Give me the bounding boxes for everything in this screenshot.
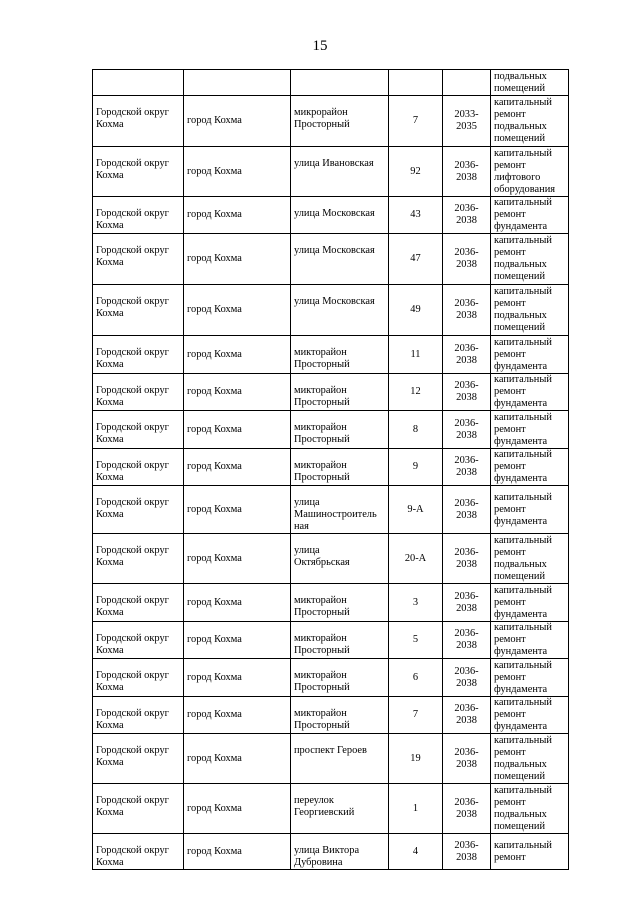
cell-street (291, 697, 389, 734)
cell-street (291, 486, 389, 534)
street-text: микторайон Просторный (294, 670, 350, 693)
house-number-text: 43 (410, 209, 421, 220)
street-text: микторайон Просторный (294, 633, 350, 656)
settlement-text: город Кохма (187, 165, 242, 177)
cell-settlement (184, 374, 291, 411)
table-row (93, 584, 569, 622)
street-text: улица Ивановская (294, 158, 374, 169)
street-text: микторайон Просторный (294, 347, 350, 370)
table-row (93, 697, 569, 734)
cell-work-type (491, 336, 569, 374)
street-text: микторайон Просторный (294, 708, 350, 731)
cell-municipality (93, 234, 184, 285)
cell-period (443, 147, 491, 197)
cell-period (443, 486, 491, 534)
period-text: 2036- 2038 (454, 590, 479, 614)
cell-period (443, 449, 491, 486)
cell-street (291, 70, 389, 96)
work-type-text: капитальный ремонт фундамента (494, 411, 552, 447)
period-text: 2036- 2038 (454, 497, 479, 521)
cell-municipality (93, 449, 184, 486)
cell-street (291, 285, 389, 336)
municipality-text: Городской округ Кохма (96, 107, 169, 130)
cell-settlement (184, 285, 291, 336)
house-number-text: 7 (412, 115, 419, 126)
cell-street (291, 197, 389, 234)
settlement-text: город Кохма (187, 348, 242, 360)
work-type-text: капитальный ремонт (494, 839, 552, 863)
house-number-text: 8 (412, 423, 419, 435)
cell-municipality (93, 784, 184, 834)
period-text: 2036- 2038 (454, 546, 479, 570)
municipality-text: Городской округ Кохма (96, 545, 169, 568)
cell-work-type (491, 834, 569, 870)
cell-period (443, 659, 491, 697)
table-row (93, 449, 569, 486)
cell-work-type (491, 147, 569, 197)
cell-work-type (491, 374, 569, 411)
work-type-text: подвальных помещений (494, 70, 547, 94)
settlement-text: город Кохма (187, 634, 242, 645)
cell-settlement (184, 697, 291, 734)
period-text: 2036- 2038 (454, 455, 479, 478)
table-row (93, 734, 569, 784)
street-text: улица Московская (294, 245, 375, 256)
cell-work-type (491, 734, 569, 784)
table-row (93, 96, 569, 147)
period-text: 2036- 2038 (454, 746, 479, 770)
period-text: 2033- 2035 (454, 109, 479, 132)
work-type-text: капитальный ремонт фундамента (494, 584, 552, 620)
table-row (93, 197, 569, 234)
cell-street (291, 622, 389, 659)
cell-street (291, 449, 389, 486)
table-row (93, 411, 569, 449)
cell-house-number (389, 622, 443, 659)
house-number-text: 3 (412, 596, 419, 608)
period-text: 2036- 2038 (454, 159, 479, 183)
work-type-text: капитальный ремонт фундамента (494, 374, 552, 409)
period-text: 2036- 2038 (454, 703, 479, 726)
cell-house-number (389, 96, 443, 147)
municipality-text: Городской округ Кохма (96, 422, 169, 445)
house-number-text: 9-А (407, 503, 424, 515)
work-type-text: капитальный ремонт фундамента (494, 697, 552, 732)
cell-settlement (184, 411, 291, 449)
settlement-text: город Кохма (187, 209, 242, 220)
cell-settlement (184, 834, 291, 870)
cell-municipality (93, 147, 184, 197)
street-text: микторайон Просторный (294, 422, 350, 445)
cell-street (291, 584, 389, 622)
cell-period (443, 96, 491, 147)
municipality-text: Городской округ Кохма (96, 845, 169, 868)
street-text: микторайон Просторный (294, 385, 350, 408)
cell-period (443, 336, 491, 374)
cell-settlement (184, 534, 291, 584)
cell-settlement (184, 734, 291, 784)
cell-street (291, 336, 389, 374)
cell-municipality (93, 834, 184, 870)
street-text: улица Октябрьская (294, 545, 350, 568)
house-number-text: 49 (410, 304, 421, 315)
cell-house-number (389, 336, 443, 374)
table-row (93, 486, 569, 534)
cell-municipality (93, 486, 184, 534)
cell-house-number (389, 584, 443, 622)
cell-period (443, 70, 491, 96)
municipality-text: Городской округ Кохма (96, 497, 169, 520)
work-type-text: капитальный ремонт фундамента (494, 449, 552, 484)
settlement-text: город Кохма (187, 253, 242, 264)
work-type-text: капитальный ремонт лифтового оборудования (494, 147, 556, 195)
cell-period (443, 834, 491, 870)
cell-work-type (491, 622, 569, 659)
cell-house-number (389, 197, 443, 234)
settlement-text: город Кохма (187, 802, 242, 814)
municipality-text: Городской округ Кохма (96, 595, 169, 618)
table-row (93, 659, 569, 697)
cell-house-number (389, 285, 443, 336)
settlement-text: город Кохма (187, 752, 242, 764)
cell-municipality (93, 584, 184, 622)
cell-street (291, 374, 389, 411)
street-text: улица Виктора Дубровина (294, 845, 360, 868)
cell-municipality (93, 70, 184, 96)
work-type-text: капитальный ремонт фундамента (494, 491, 552, 527)
municipality-text: Городской округ Кохма (96, 385, 169, 408)
period-text: 2036- 2038 (454, 298, 479, 321)
cell-work-type (491, 534, 569, 584)
cell-municipality (93, 411, 184, 449)
page-number: 15 (312, 38, 328, 54)
municipality-text: Городской округ Кохма (96, 296, 169, 319)
cell-work-type (491, 486, 569, 534)
settlement-text: город Кохма (187, 423, 242, 435)
cell-settlement (184, 336, 291, 374)
cell-municipality (93, 96, 184, 147)
house-number-text: 19 (410, 752, 421, 764)
table-body (93, 70, 569, 870)
continuation-row (93, 70, 569, 96)
settlement-text: город Кохма (187, 461, 242, 472)
cell-period (443, 374, 491, 411)
street-text: микторайон Просторный (294, 595, 350, 618)
cell-municipality (93, 197, 184, 234)
cell-settlement (184, 197, 291, 234)
cell-street (291, 784, 389, 834)
cell-house-number (389, 486, 443, 534)
street-text: улица Московская (294, 296, 375, 307)
cell-work-type (491, 697, 569, 734)
street-text: улица Машиностроитель ная (294, 497, 377, 532)
cell-street (291, 834, 389, 870)
cell-settlement (184, 622, 291, 659)
cell-street (291, 234, 389, 285)
work-type-text: капитальный ремонт фундамента (494, 622, 552, 657)
cell-work-type (491, 96, 569, 147)
cell-work-type (491, 197, 569, 234)
house-number-text: 1 (412, 802, 419, 814)
work-type-text: капитальный ремонт подвальных помещений (494, 784, 552, 832)
work-type-text: капитальный ремонт подвальных помещений (494, 534, 552, 582)
cell-house-number (389, 449, 443, 486)
table-row (93, 784, 569, 834)
municipality-text: Городской округ Кохма (96, 245, 169, 268)
cell-work-type (491, 659, 569, 697)
cell-settlement (184, 449, 291, 486)
cell-street (291, 96, 389, 147)
municipality-text: Городской округ Кохма (96, 745, 169, 768)
house-number-text: 5 (412, 634, 419, 645)
settlement-text: город Кохма (187, 596, 242, 608)
cell-period (443, 784, 491, 834)
municipality-text: Городской округ Кохма (96, 158, 169, 181)
house-number-text: 11 (410, 348, 421, 360)
table-row (93, 285, 569, 336)
settlement-text: город Кохма (187, 304, 242, 315)
house-number-text: 6 (412, 671, 419, 683)
cell-house-number (389, 234, 443, 285)
cell-work-type (491, 234, 569, 285)
street-text: проспект Героев (294, 745, 367, 756)
work-type-text: капитальный ремонт фундамента (494, 197, 552, 232)
work-type-text: капитальный ремонт фундамента (494, 659, 552, 695)
cell-house-number (389, 534, 443, 584)
table-row (93, 147, 569, 197)
municipality-text: Городской округ Кохма (96, 795, 169, 818)
house-number-text: 20-А (404, 552, 427, 564)
cell-house-number (389, 784, 443, 834)
table-row (93, 622, 569, 659)
street-text: микрорайон Просторный (294, 107, 350, 130)
municipality-text: Городской округ Кохма (96, 708, 169, 731)
period-text: 2036- 2038 (454, 417, 479, 441)
cell-municipality (93, 734, 184, 784)
house-number-text: 47 (410, 253, 421, 264)
municipality-text: Городской округ Кохма (96, 633, 169, 656)
work-type-text: капитальный ремонт подвальных помещений (494, 286, 552, 333)
cell-work-type (491, 285, 569, 336)
cell-settlement (184, 96, 291, 147)
period-text: 2036- 2038 (454, 628, 479, 651)
work-type-text: капитальный ремонт фундамента (494, 336, 552, 372)
settlement-text: город Кохма (187, 386, 242, 397)
table-row (93, 534, 569, 584)
street-text: микторайон Просторный (294, 460, 350, 483)
table-row (93, 234, 569, 285)
cell-house-number (389, 697, 443, 734)
cell-settlement (184, 234, 291, 285)
period-text: 2036- 2038 (454, 247, 479, 270)
cell-house-number (389, 659, 443, 697)
settlement-text: город Кохма (187, 845, 242, 857)
cell-work-type (491, 70, 569, 96)
house-number-text: 9 (412, 461, 419, 472)
work-type-text: капитальный ремонт подвальных помещений (494, 235, 552, 282)
period-text: 2036- 2038 (454, 342, 479, 366)
cell-period (443, 197, 491, 234)
cell-street (291, 411, 389, 449)
house-number-text: 12 (410, 386, 421, 397)
house-number-text: 7 (412, 709, 419, 720)
cell-settlement (184, 147, 291, 197)
table-row (93, 834, 569, 870)
cell-period (443, 734, 491, 784)
cell-municipality (93, 659, 184, 697)
cell-settlement (184, 784, 291, 834)
cell-municipality (93, 697, 184, 734)
cell-house-number (389, 374, 443, 411)
settlement-text: город Кохма (187, 115, 242, 126)
cell-municipality (93, 534, 184, 584)
cell-house-number (389, 734, 443, 784)
repair-schedule-table (92, 69, 569, 870)
table-row (93, 374, 569, 411)
cell-period (443, 622, 491, 659)
cell-period (443, 534, 491, 584)
street-text: переулок Георгиевский (294, 795, 355, 818)
cell-settlement (184, 659, 291, 697)
municipality-text: Городской округ Кохма (96, 347, 169, 370)
cell-work-type (491, 584, 569, 622)
cell-street (291, 734, 389, 784)
house-number-text: 92 (410, 165, 421, 177)
work-type-text: капитальный ремонт подвальных помещений (494, 734, 552, 782)
cell-street (291, 659, 389, 697)
cell-street (291, 534, 389, 584)
cell-municipality (93, 285, 184, 336)
cell-house-number (389, 411, 443, 449)
settlement-text: город Кохма (187, 552, 242, 564)
cell-house-number (389, 147, 443, 197)
settlement-text: город Кохма (187, 671, 242, 683)
period-text: 2036- 2038 (454, 380, 479, 403)
work-type-text: капитальный ремонт подвальных помещений (494, 97, 552, 144)
cell-house-number (389, 834, 443, 870)
cell-municipality (93, 622, 184, 659)
cell-work-type (491, 784, 569, 834)
cell-work-type (491, 449, 569, 486)
cell-period (443, 285, 491, 336)
cell-municipality (93, 374, 184, 411)
cell-settlement (184, 70, 291, 96)
cell-settlement (184, 486, 291, 534)
cell-period (443, 234, 491, 285)
cell-settlement (184, 584, 291, 622)
municipality-text: Городской округ Кохма (96, 460, 169, 483)
house-number-text: 4 (412, 845, 419, 857)
cell-street (291, 147, 389, 197)
period-text: 2036- 2038 (454, 839, 479, 863)
period-text: 2036- 2038 (454, 665, 479, 689)
municipality-text: Городской округ Кохма (96, 208, 169, 231)
period-text: 2036- 2038 (454, 203, 479, 226)
cell-period (443, 697, 491, 734)
cell-work-type (491, 411, 569, 449)
cell-period (443, 584, 491, 622)
period-text: 2036- 2038 (454, 796, 479, 820)
settlement-text: город Кохма (187, 503, 242, 515)
table-row (93, 336, 569, 374)
cell-house-number (389, 70, 443, 96)
settlement-text: город Кохма (187, 709, 242, 720)
cell-period (443, 411, 491, 449)
street-text: улица Московская (294, 208, 375, 219)
municipality-text: Городской округ Кохма (96, 670, 169, 693)
cell-municipality (93, 336, 184, 374)
